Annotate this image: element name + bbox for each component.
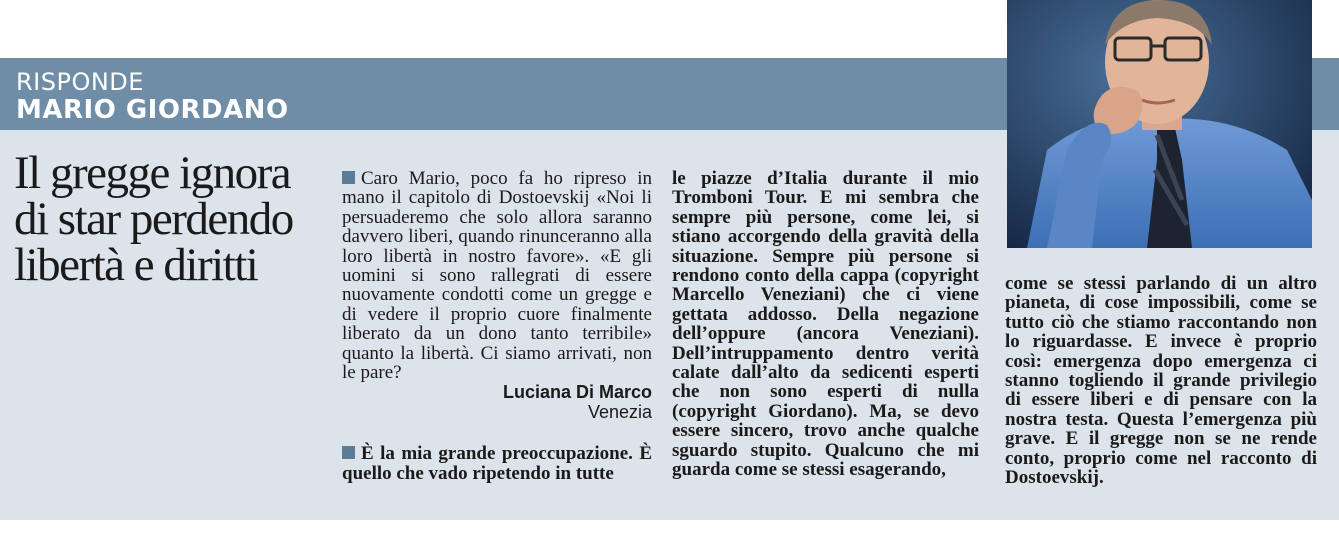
article-headline: Il gregge ignora di star perdendo libertà e diritti — [14, 147, 293, 291]
reply-column-3 — [1005, 274, 1317, 487]
bullet-square-icon — [342, 171, 355, 184]
letter-signature-name: Luciana Di Marco — [502, 382, 652, 403]
columnist-portrait-image — [1007, 0, 1312, 248]
letter-signature-place: Venezia — [587, 402, 652, 423]
bullet-square-icon — [342, 446, 355, 459]
reader-letter — [342, 169, 652, 382]
letter-column — [342, 169, 652, 483]
reply-intro — [342, 444, 652, 483]
letter-text: Caro Mario, poco fa ho ripreso in mano il capitolo di Dostoevskij «Noi li persuaderemo che solo allora saranno davvero liberi, quando rinunceranno alla loro libertà in nostro favore». «E gli uomini si sono rallegrati di essere nuovamente condotti come un gregge e di vedere il proprio cuore finalmente liberato da un dono tanto terribile» quanto la libertà. Ci siamo arrivati, non le pare? — [342, 168, 652, 384]
section-kicker: RISPONDE — [16, 68, 144, 96]
reply-column-2 — [672, 169, 979, 480]
reply-text-part3: come se stessi parlando di un altro pianeta, di cose impossibili, come se tutto ciò che stiamo raccontando non lo riguardasse. E invece è proprio così: emergenza dopo emergenza ci stanno togliendo il grande privilegio di essere liberi e di pensare con la nostra testa. Questa l’emergenza più grave. E il gregge non se ne rende conto, proprio come nel racconto di Dostoevskij. — [1005, 273, 1317, 489]
columnist-name: MARIO GIORDANO — [16, 95, 289, 125]
columnist-photo — [1007, 0, 1312, 248]
reply-text-part2: le piazze d’Italia durante il mio Tromboni Tour. E mi sembra che sempre più persone, come lei, si stiano accorgendo della gravità della situazione. Sempre più persone si rendono conto della cappa (copyright Marcello Veneziani) che ci viene gettata addosso. Della negazione dell’oppure (ancora Veneziani). Dell’intruppamento dentro verità calate dall’alto da sedicenti esperti che non sono esperti di nulla (copyright Giordano). Ma, se devo essere sincero, trovo anche qualche sguardo stupito. Qualcuno che mi guarda come se stessi esagerando, — [672, 168, 979, 481]
reply-text-part1: È la mia grande preoccupazione. È quello che vado ripetendo in tutte — [342, 443, 652, 484]
